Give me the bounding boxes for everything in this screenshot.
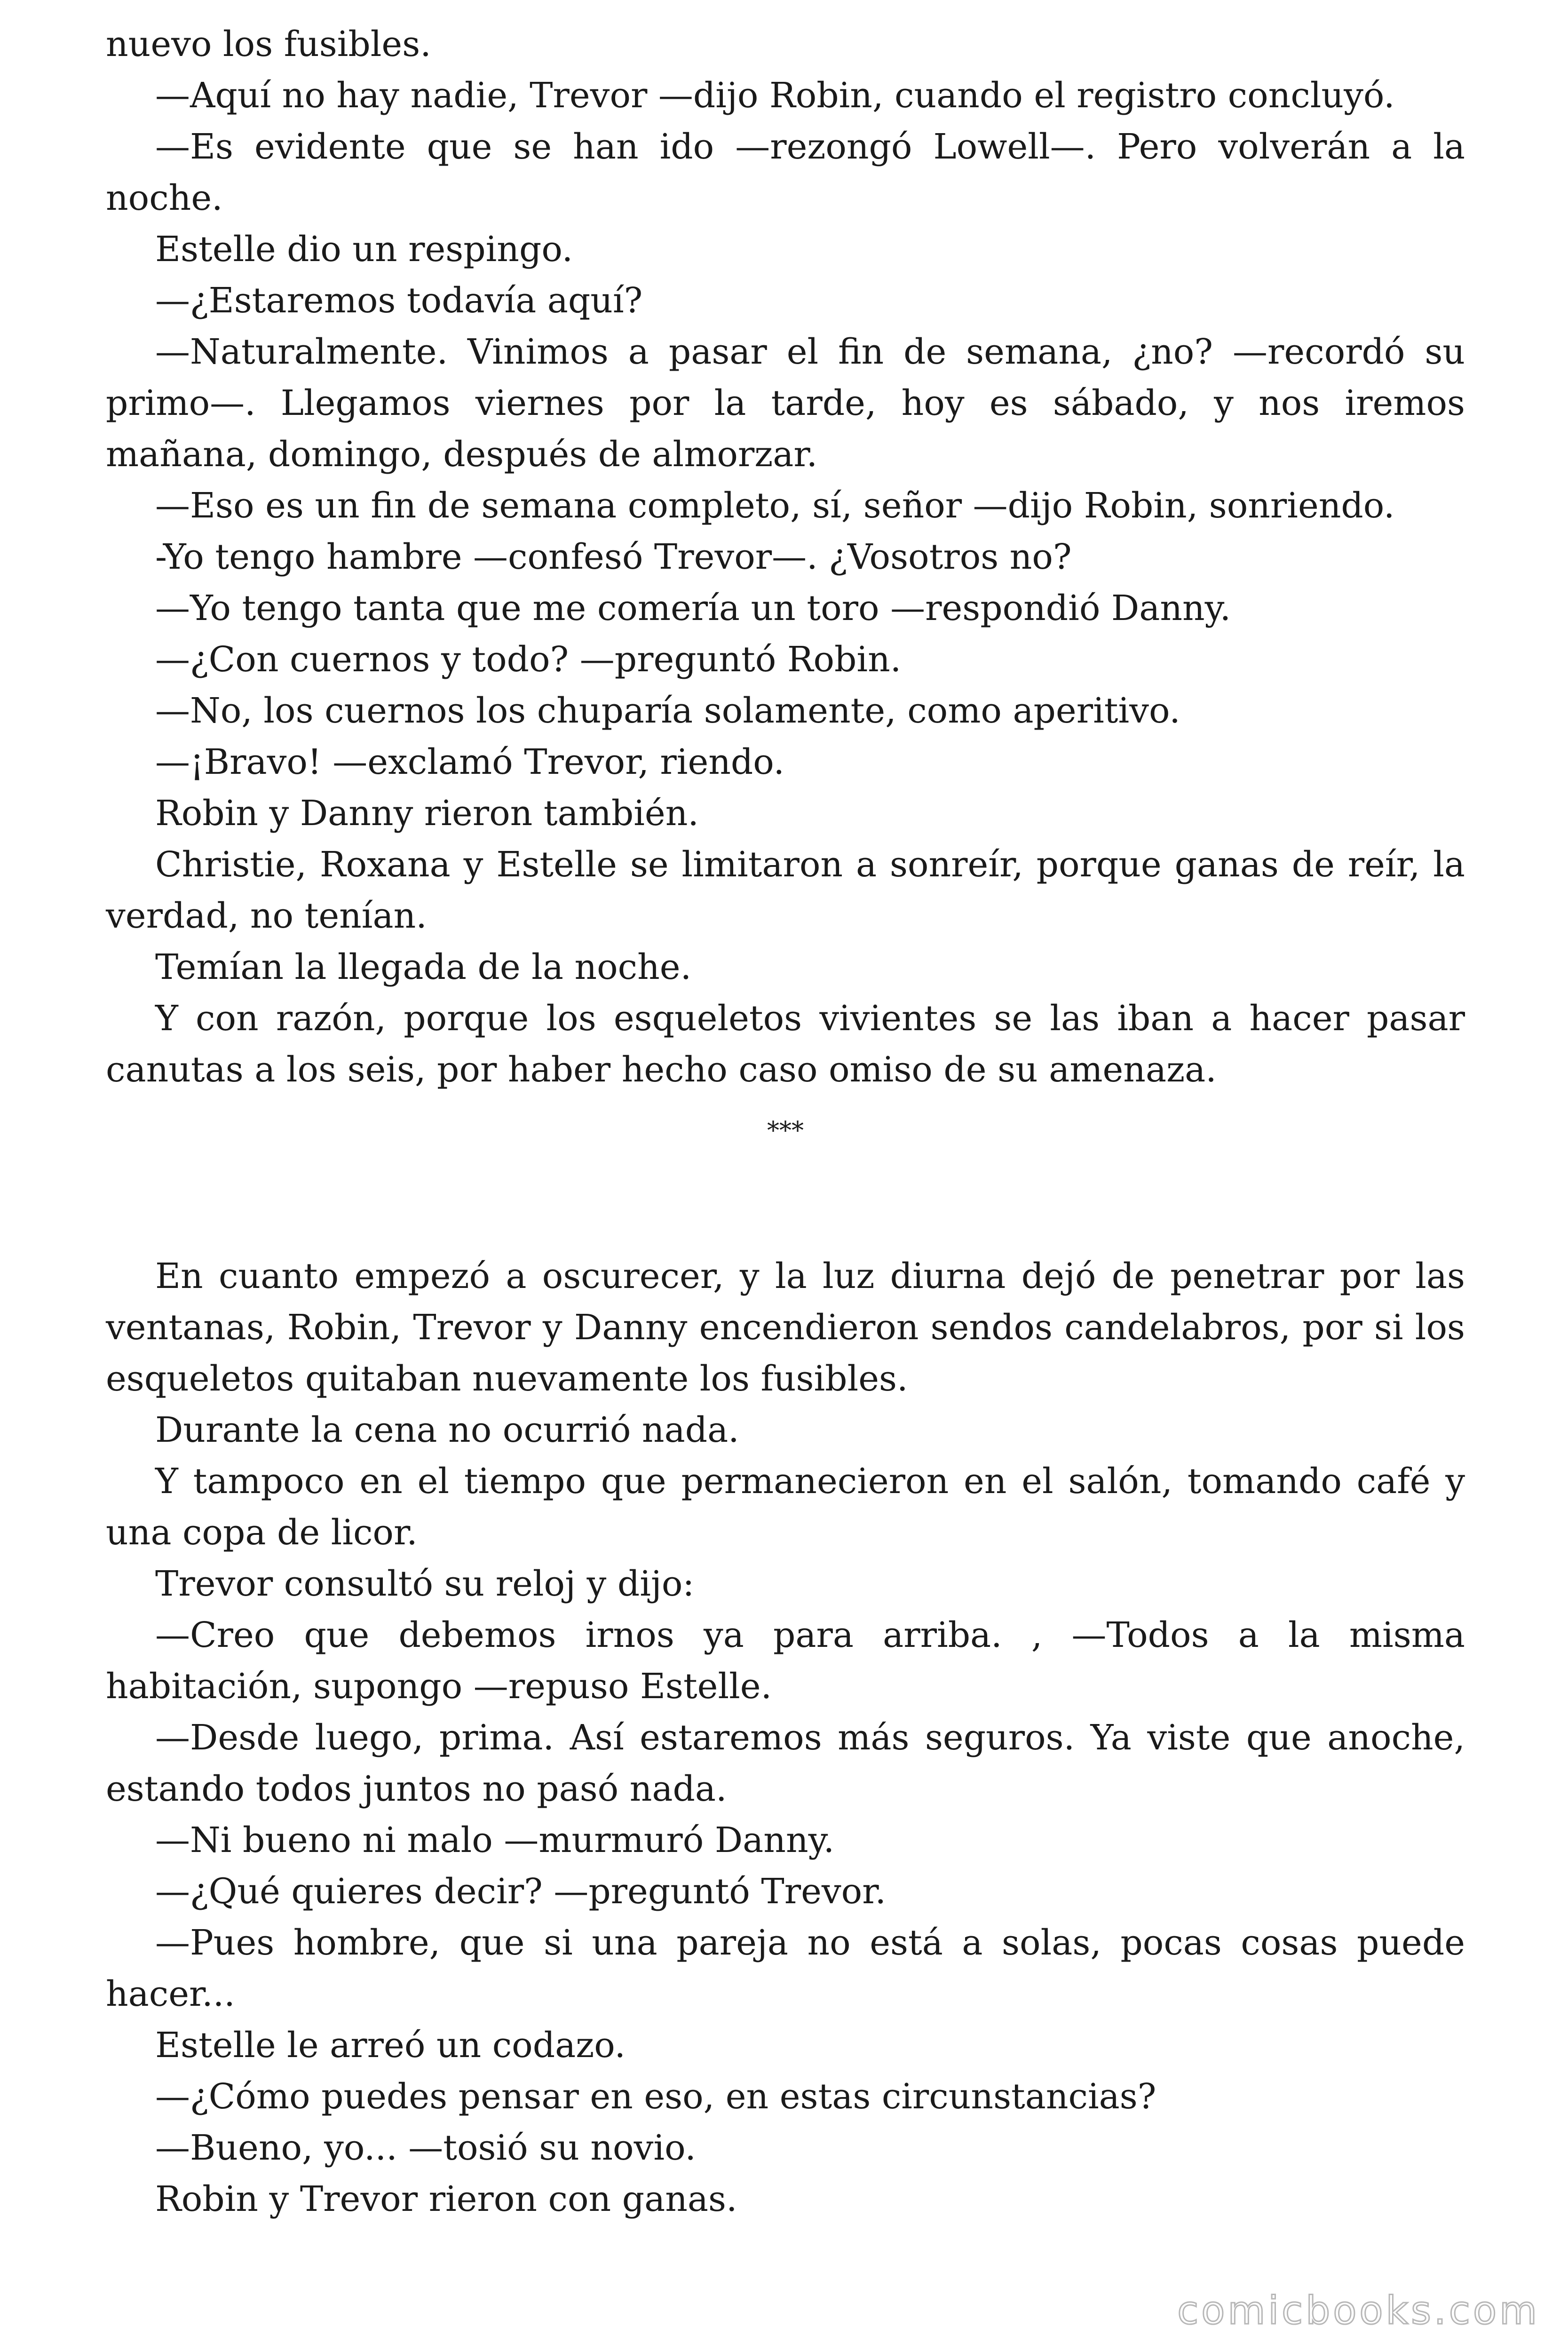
paragraph: —Pues hombre, que si una pareja no está a solas, pocas cosas puede hacer... [106, 1923, 1465, 2014]
paragraph: Y tampoco en el tiempo que permanecieron en el salón, tomando café y una copa de licor. [106, 1461, 1465, 1553]
paragraph: Durante la cena no ocurrió nada. [155, 1410, 739, 1450]
paragraph: Christie, Roxana y Estelle se limitaron a sonreír, porque ganas de reír, la verdad, no tenían. [106, 844, 1465, 936]
paragraph: —¡Bravo! —exclamó Trevor, riendo. [155, 742, 785, 782]
paragraph: —No, los cuernos los chuparía solamente, como aperitivo. [155, 691, 1180, 731]
paragraph: —¿Con cuernos y todo? —preguntó Robin. [155, 639, 902, 680]
scene-separator: *** [767, 1117, 804, 1145]
paragraph: Robin y Danny rieron también. [155, 793, 699, 834]
paragraph: Estelle dio un respingo. [155, 229, 573, 270]
paragraph: —Desde luego, prima. Así estaremos más seguros. Ya viste que anoche, estando todos juntos no pasó nada. [106, 1717, 1465, 1809]
text-block-top [106, 19, 1465, 1096]
paragraph: —Eso es un fin de semana completo, sí, señor —dijo Robin, sonriendo. [155, 485, 1395, 526]
book-page [106, 19, 1465, 2225]
paragraph: nuevo los fusibles. [106, 24, 431, 64]
paragraph: —Yo tengo tanta que me comería un toro —respondió Danny. [155, 588, 1231, 628]
paragraph: —¿Qué quieres decir? —preguntó Trevor. [155, 1871, 886, 1912]
paragraph: —¿Cómo puedes pensar en eso, en estas circunstancias? [155, 2076, 1156, 2117]
paragraph: -Yo tengo hambre —confesó Trevor—. ¿Vosotros no? [155, 537, 1072, 577]
paragraph: —Naturalmente. Vinimos a pasar el fin de semana, ¿no? —recordó su primo—. Llegamos viernes por la tarde, hoy es sábado, y nos iremos mañana, domingo, después de almorzar. [106, 332, 1465, 475]
paragraph: —Creo que debemos irnos ya para arriba. , —Todos a la misma habitación, supongo —repuso Estelle. [106, 1615, 1465, 1707]
paragraph: —Aquí no hay nadie, Trevor —dijo Robin, cuando el registro concluyó. [155, 75, 1395, 116]
paragraph: —Bueno, yo... —tosió su novio. [155, 2128, 696, 2168]
paragraph: Temían la llegada de la noche. [155, 947, 692, 987]
paragraph: Robin y Trevor rieron con ganas. [155, 2179, 737, 2219]
paragraph: En cuanto empezó a oscurecer, y la luz diurna dejó de penetrar por las ventanas, Robin, Trevor y Danny encendieron sendos candelabros, por si los esqueletos quitaban nuevamente los fusibles. [106, 1256, 1465, 1399]
paragraph: —Ni bueno ni malo —murmuró Danny. [155, 1820, 835, 1860]
paragraph: —¿Estaremos todavía aquí? [155, 280, 643, 321]
paragraph: —Es evidente que se han ido —rezongó Lowell—. Pero volverán a la noche. [106, 127, 1465, 218]
paragraph: Trevor consultó su reloj y dijo: [155, 1564, 695, 1604]
paragraph: Y con razón, porque los esqueletos vivientes se las iban a hacer pasar canutas a los seis, por haber hecho caso omiso de su amenaza. [106, 998, 1465, 1090]
text-block-bottom [106, 1251, 1465, 2225]
watermark-logo: comicbooks.com [1177, 2288, 1540, 2333]
paragraph: Estelle le arreó un codazo. [155, 2025, 626, 2066]
